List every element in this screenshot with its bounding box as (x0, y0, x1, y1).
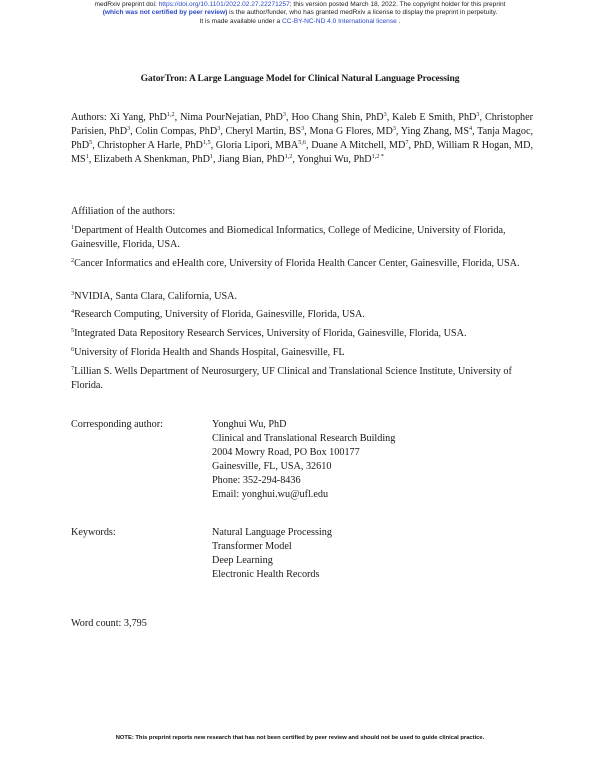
keyword-item: Transformer Model (212, 541, 292, 553)
banner-line-2 (0, 9, 600, 17)
corresponding-author-details (212, 418, 395, 503)
preprint-banner (0, 1, 600, 26)
banner-suffix: ; this version posted March 18, 2022. The copyright holder for this preprint (289, 1, 506, 8)
author-name: Ying Zhang, MS (400, 126, 470, 138)
author-affiliation-sup: 1,5 (202, 139, 211, 147)
banner-line-3 (0, 18, 600, 26)
affiliation-number: 1 (71, 224, 75, 231)
author-affiliation-sup: 3 (301, 125, 305, 133)
author-affiliation-sup: 3 (282, 111, 286, 118)
corresponding-name: Yonghui Wu, PhD (212, 419, 287, 430)
author-affiliation-sup: 7 (405, 139, 409, 147)
author-names: Xi Yang, PhD$^{1,2}$, Nima PourNejatian, PhD$^3$, Hoo Chang Shin, PhD$^3$, Kaleb E Smith, PhD$^3$, Christopher Parisien, PhD$^3$, Colin Compas, PhD$^3$, Cheryl Martin, $BS^3$, Mona G Flores, $MD^3$, Ying Zhang, $MS^4$, Tanja Magoc, PhD$^5$, Christopher A Harle, PhD$^{1,5}$, Gloria Lipori, MBA$^{5,6}$, Duane A Mitchell, $MD^7$, PhD, William R Hogan, MD, $MS^1$, Elizabeth A Shenkman, PhD$^1$, Jiang Bian, PhD$^{1,2}$, Yonghui Wu, PhD$^{1,2 *}$ (71, 111, 534, 166)
author-name: Hoo Chang Shin, PhD (291, 112, 384, 123)
affiliation-text: Lillian S. Wells Department of Neurosurgery, UF Clinical and Translational Science Institute, University of Florida. (71, 366, 512, 392)
keywords-list (212, 526, 332, 582)
author-affiliation-sup: 3 (392, 125, 396, 133)
author-name: Yonghui Wu, PhD (297, 154, 372, 166)
author-affiliation-sup: 3 (127, 125, 131, 133)
banner-license-text: is the author/funder, who has granted medRxiv a license to display the preprint in perpetuity. (227, 9, 498, 17)
author-affiliation-sup: 1,2 * (371, 153, 384, 161)
author-affiliation-sup: 1 (85, 153, 89, 161)
affiliation-number: 7 (71, 365, 75, 372)
affiliation-text: Integrated Data Repository Research Services, University of Florida, Gainesville, Florida, USA. (74, 328, 467, 339)
author-name: Cheryl Martin, BS (225, 126, 302, 138)
author-name: Mona G Flores, MD (309, 126, 393, 138)
corresponding-author-label: Corresponding author: (71, 419, 163, 430)
author-affiliation-sup: 4 (469, 125, 473, 133)
affiliation-number: 3 (71, 290, 75, 297)
paper-title: GatorTron: A Large Language Model for Clinical Natural Language Processing (140, 73, 460, 84)
doi-link[interactable]: https://doi.org/10.1101/2022.02.27.22271257 (158, 1, 290, 8)
author-name: Christopher Parisien, PhD (71, 112, 534, 138)
preprint-disclaimer: NOTE: This preprint reports new research that has not been certified by peer review and should not be used to guide clinical practice. (115, 735, 485, 741)
keyword-item: Electronic Health Records (212, 569, 320, 581)
affiliation-3 (71, 290, 533, 304)
author-affiliation-sup: 3 (217, 125, 221, 133)
affiliation-number: 6 (71, 346, 75, 353)
affiliation-text: University of Florida Health and Shands Hospital, Gainesville, FL (74, 347, 345, 358)
affiliations-heading: Affiliation of the authors: (71, 206, 176, 217)
affiliation-text: Cancer Informatics and eHealth core, University of Florida Health Cancer Center, Gainesville, Florida, USA. (74, 258, 520, 269)
author-name: Gloria Lipori, MBA (215, 140, 299, 152)
author-name: Jiang Bian, PhD (218, 154, 285, 166)
affiliation-7 (71, 365, 533, 393)
corresponding-street: 2004 Mowry Road, PO Box 100177 (212, 447, 360, 459)
banner-license-suffix: . (396, 17, 401, 25)
author-affiliation-sup: 1,2 (284, 153, 293, 161)
author-affiliation-sup: 5 (89, 139, 93, 147)
author-name: Tanja Magoc, PhD (71, 126, 534, 152)
corresponding-city: Gainesville, FL, USA, 32610 (212, 461, 332, 473)
author-name: Duane A Mitchell, MD (311, 140, 406, 152)
affiliation-number: 5 (71, 327, 75, 334)
banner-prefix: medRxiv preprint doi: (94, 1, 159, 8)
keyword-item: Deep Learning (212, 555, 273, 567)
affiliation-6 (71, 346, 533, 360)
corresponding-building: Clinical and Translational Research Building (212, 433, 396, 445)
authors-label: Authors: (71, 112, 110, 123)
affiliation-text: Research Computing, University of Florida, Gainesville, Florida, USA. (74, 309, 365, 320)
author-name: Elizabeth A Shenkman, PhD (93, 154, 210, 166)
corresponding-email[interactable]: Email: yonghui.wu@ufl.edu (212, 489, 329, 501)
affiliation-2 (71, 257, 533, 271)
author-affiliation-sup: 3 (383, 111, 387, 118)
word-count: Word count: 3,795 (71, 618, 147, 629)
author-name: Xi Yang, PhD (109, 112, 167, 123)
affiliation-text: Department of Health Outcomes and Biomedical Informatics, College of Medicine, University of Florida, Gainesville, Florida, USA. (71, 225, 506, 251)
author-name: PhD, William R Hogan, MD, MS (71, 140, 534, 166)
author-affiliation-sup: 5,6 (298, 139, 307, 147)
author-list (71, 111, 533, 167)
affiliation-number: 2 (71, 257, 75, 264)
author-affiliation-sup: 1 (209, 153, 214, 161)
author-name: Kaleb E Smith, PhD (392, 112, 477, 123)
affiliation-1 (71, 224, 533, 252)
author-name: Christopher A Harle, PhD (97, 140, 203, 152)
corresponding-phone: Phone: 352-294-8436 (212, 475, 301, 487)
peer-review-notice: (which was not certified by peer review) (102, 9, 228, 17)
keywords-label: Keywords: (71, 527, 116, 538)
author-affiliation-sup: 3 (476, 111, 480, 118)
affiliation-number: 4 (71, 308, 75, 315)
affiliation-text: NVIDIA, Santa Clara, California, USA. (74, 291, 238, 302)
keyword-item: Natural Language Processing (212, 527, 332, 538)
author-name: Colin Compas, PhD (135, 126, 218, 138)
banner-line-1 (0, 1, 600, 9)
banner-license-prefix: It is made available under a (199, 17, 282, 25)
affiliation-5 (71, 327, 533, 341)
author-name: Nima PourNejatian, PhD (180, 112, 283, 123)
affiliation-4 (71, 308, 533, 322)
author-affiliation-sup: 1,2 (166, 111, 175, 118)
license-link[interactable]: CC-BY-NC-ND 4.0 International license (281, 17, 397, 25)
